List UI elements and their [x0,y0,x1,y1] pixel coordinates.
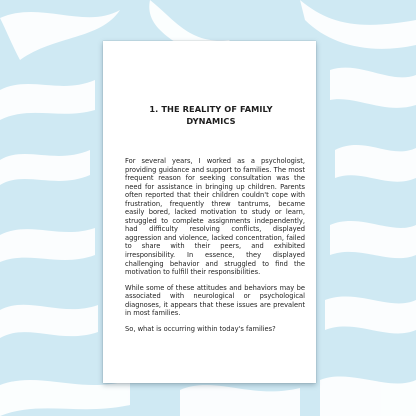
paragraph-1: For several years, I worked as a psychologist, providing guidance and support to families. The most frequent reason for seeking consultation was the need for assistance in bringing up children. Parents often reported that their children couldn't cope with frustration, frequently threw tantrums, became easily bored, lacked motivation to study or learn, struggled to complete assignments independently, had difficulty resolving conflicts, displayed aggression and violence, lacked concentration, failed to share with their peers, and exhibited irresponsibility. In essence, they displayed challenging behavior and struggled to find the motivation to fulfill their responsibilities. [125,157,305,277]
body-text [125,157,305,333]
chapter-title: 1. THE REALITY OF FAMILY DYNAMICS [149,104,273,126]
book-page [103,41,316,383]
paragraph-2: While some of these attitudes and behaviors may be associated with neurological or psychological diagnoses, it appears that these issues are prevalent in most families. [125,283,305,318]
paragraph-3: So, what is occurring within today's families? [125,324,276,333]
